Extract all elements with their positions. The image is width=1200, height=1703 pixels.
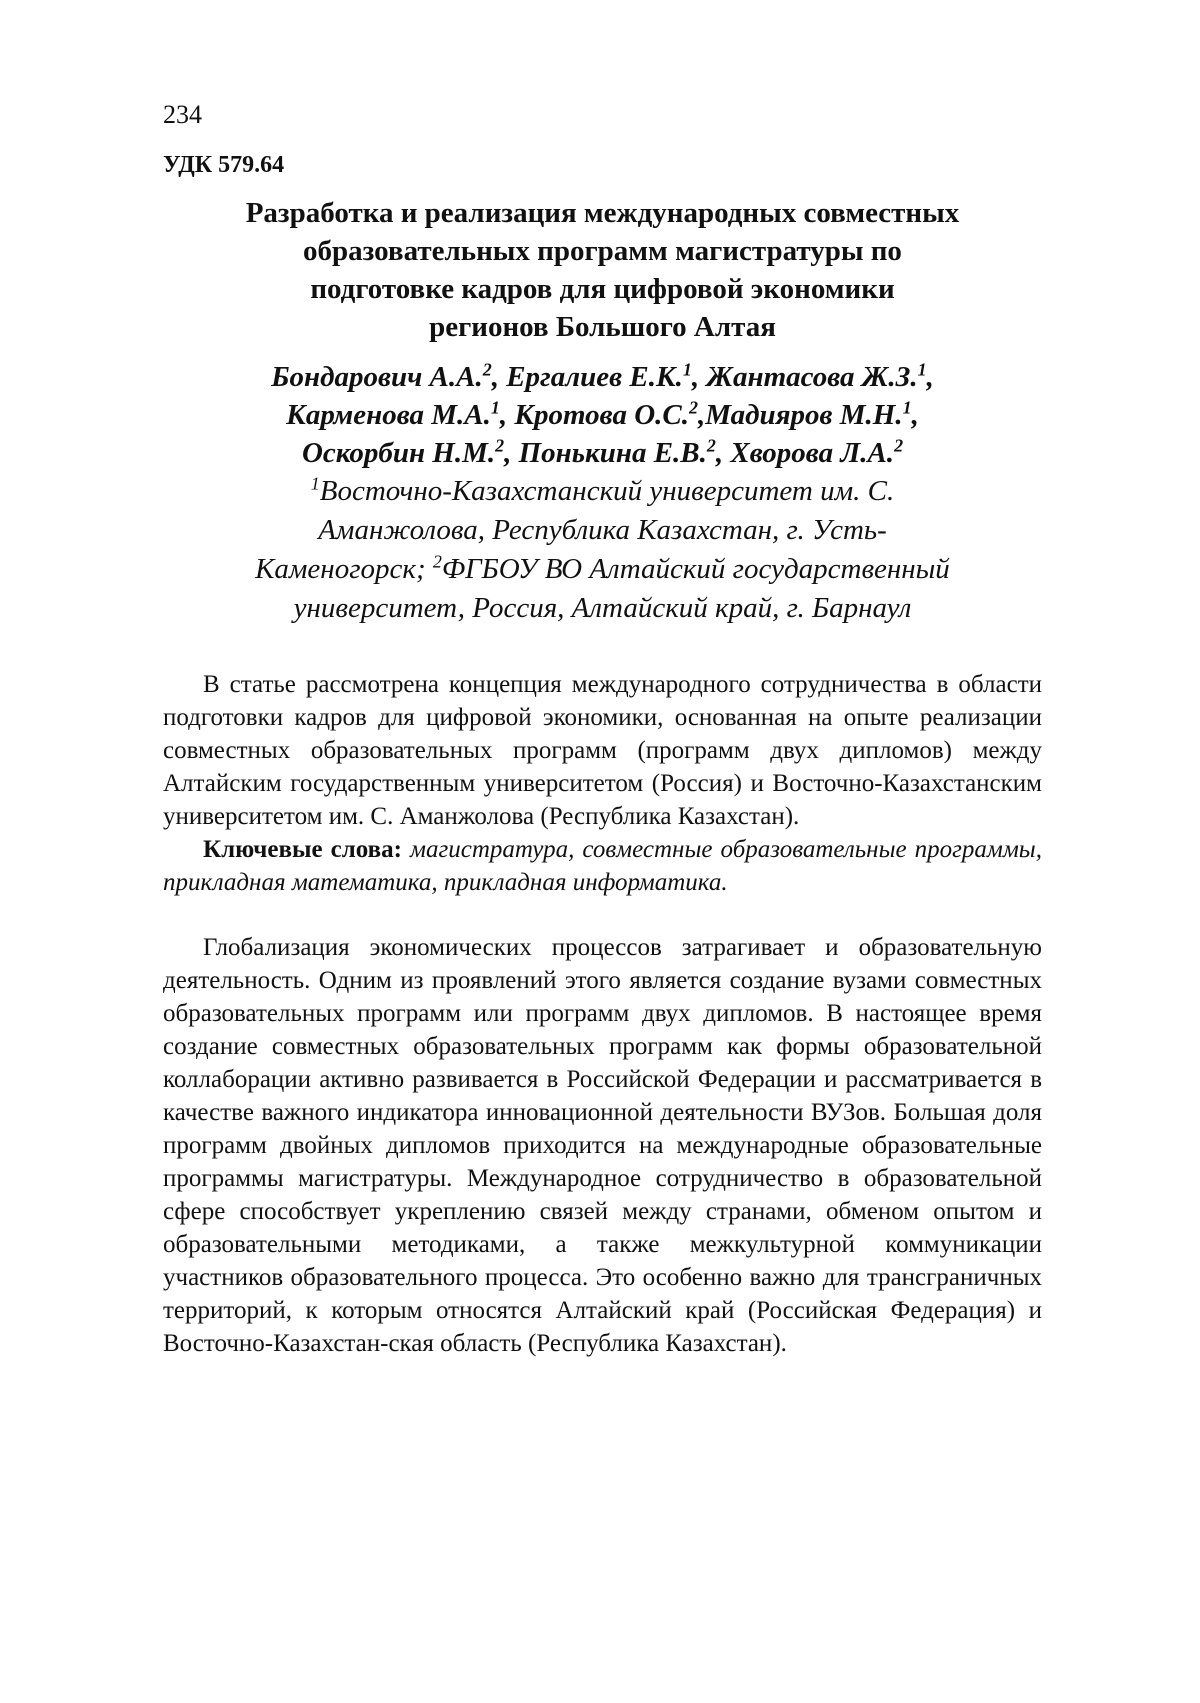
author-name: Оскорбин Н.М. (302, 437, 495, 469)
abstract: В статье рассмотрена концепция международного сотрудничества в области подготовки кадров для цифровой экономики, основанная на опыте реализации совместных образовательных программ (программ двух дипломов) между Алтайским государственным университетом (Россия) и Восточно-Казахстанским университетом им. С. Аманжолова (Республика Казахстан). (163, 668, 1042, 833)
body-paragraph: Глобализация экономических процессов затрагивает и образовательную деятельность. Одним из проявлений этого является создание вузами совместных образовательных программ или программ двух дипломов. В настоящее время создание совместных образовательных программ как формы образовательной коллаборации активно развивается в Российской Федерации и рассматривается в качестве важного индикатора инновационной деятельности ВУЗов. Большая доля программ двойных дипломов приходится на международные образовательные программы магистратуры. Международное сотрудничество в образовательной сфере способствует укреплению связей между странами, обменом опытом и образовательными методиками, а также межкультурной коммуникации участников образовательного процесса. Это особенно важно для трансграничных территорий, к которым относятся Алтайский край (Российская Федерация) и Восточно-Казахстан-ская область (Республика Казахстан). (163, 931, 1042, 1360)
separator: , (912, 399, 919, 431)
affiliation-mark: 2 (495, 435, 504, 455)
affiliation-text: ФГБОУ ВО Алтайский государственный (442, 553, 950, 585)
affiliation-mark: 1 (683, 359, 692, 379)
affiliation-mark: 1 (918, 359, 927, 379)
author-name: Карменова М.А. (286, 399, 491, 431)
affiliation-mark: 1 (491, 397, 500, 417)
author-line (163, 358, 1042, 396)
affiliation-line (163, 472, 1042, 511)
affiliation-mark: 2 (483, 359, 492, 379)
author-name: , Жантасова Ж.З. (692, 361, 918, 393)
affiliation-line: университет, Россия, Алтайский край, г. Барнаул (163, 589, 1042, 628)
page-number: 234 (163, 100, 1042, 130)
affiliation-mark: 2 (707, 435, 716, 455)
title-line: подготовке кадров для цифровой экономики (163, 270, 1042, 308)
author-name: Бондарович А.А. (271, 361, 483, 393)
affiliation-mark: 2 (894, 435, 903, 455)
affiliation-line: Аманжолова, Республика Казахстан, г. Усть- (163, 511, 1042, 550)
title-line: Разработка и реализация международных совместных (163, 194, 1042, 232)
keywords-label: Ключевые слова: (203, 836, 402, 863)
author-list (163, 358, 1042, 472)
paper-page (163, 100, 1042, 1360)
author-name: ,Мадияров М.Н. (698, 399, 903, 431)
section-gap (163, 899, 1042, 931)
udc-code: УДК 579.64 (163, 150, 1042, 180)
author-name: , Понькина Е.В. (504, 437, 707, 469)
author-line (163, 396, 1042, 434)
keywords (163, 833, 1042, 899)
author-name: , Хворова Л.А. (716, 437, 894, 469)
author-name: , Ергалиев Е.К. (492, 361, 683, 393)
affiliation-mark: 2 (689, 397, 698, 417)
affiliation-mark: 2 (433, 551, 442, 571)
keywords-text: магистратура, совместные образовательные программы, прикладная математика, прикладная информатика. (163, 836, 1042, 896)
affiliation-line (163, 550, 1042, 589)
affiliation-mark: 1 (311, 473, 320, 493)
title-line: образовательных программ магистратуры по (163, 232, 1042, 270)
paper-title (163, 194, 1042, 346)
author-name: , Кротова О.С. (500, 399, 689, 431)
separator: , (927, 361, 934, 393)
affiliations (163, 472, 1042, 628)
affiliation-text: Восточно-Казахстанский университет им. С. (320, 475, 894, 507)
author-line (163, 434, 1042, 472)
affiliation-text: Каменогорск; (255, 553, 433, 585)
affiliation-mark: 1 (903, 397, 912, 417)
title-line: регионов Большого Алтая (163, 308, 1042, 346)
